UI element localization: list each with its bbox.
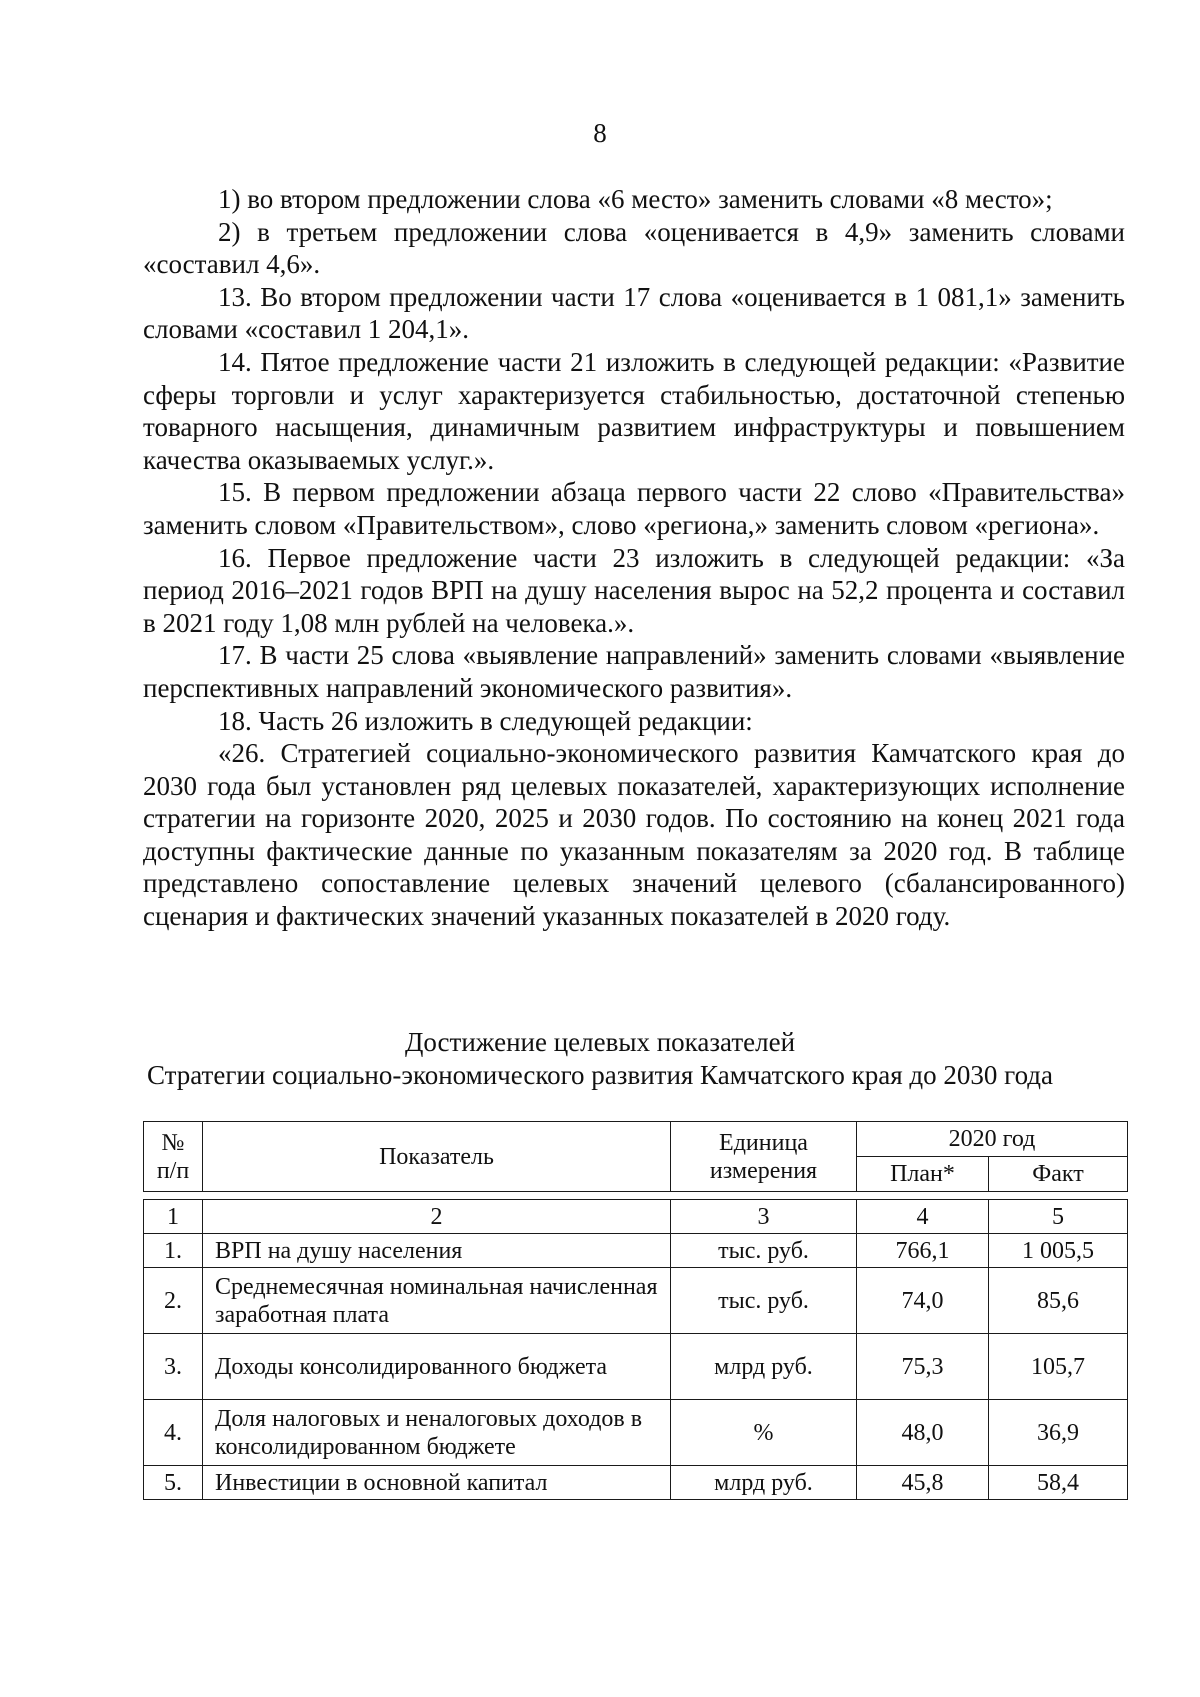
table-title-line-2: Стратегии социально-экономического развития Камчатского края до 2030 года	[146, 1060, 1054, 1090]
table-header	[143, 1121, 1128, 1192]
col-header-indicator: Показатель	[203, 1122, 671, 1192]
row-num: 4.	[144, 1400, 203, 1466]
body-text	[143, 183, 1125, 933]
row-unit: тыс. руб.	[671, 1234, 857, 1268]
row-fact: 1 005,5	[989, 1234, 1128, 1268]
col-header-num: № п/п	[144, 1122, 203, 1192]
row-plan: 766,1	[857, 1234, 989, 1268]
table-row	[144, 1400, 1128, 1466]
row-plan: 74,0	[857, 1268, 989, 1334]
table-title-line-1: Достижение целевых показателей	[404, 1027, 796, 1057]
row-unit: млрд руб.	[671, 1334, 857, 1400]
col-header-plan: План*	[857, 1157, 989, 1192]
paragraph: 13. Во втором предложении части 17 слова «оценивается в 1 081,1» заменить словами «составил 1 204,1».	[143, 281, 1125, 345]
table-row	[144, 1234, 1128, 1268]
table-row	[144, 1268, 1128, 1334]
paragraph: «26. Стратегией социально-экономического развития Камчатского края до 2030 года был установлен ряд целевых показателей, характеризующих исполнение стратегии на горизонте 2020, 2025 и 2030 годов. По состоянию на конец 2021 года доступны фактические данные по указанным показателям за 2020 год. В таблице представлено сопоставление целевых значений целевого (сбалансированного) сценария и фактических значений указанных показателей в 2020 году.	[143, 738, 1125, 932]
col-header-year: 2020 год	[857, 1122, 1128, 1157]
column-number: 4	[857, 1200, 989, 1234]
row-fact: 105,7	[989, 1334, 1128, 1400]
paragraph: 2) в третьем предложении слова «оценивается в 4,9» заменить словами «составил 4,6».	[143, 216, 1125, 280]
table-body	[143, 1199, 1128, 1500]
paragraph: 1) во втором предложении слова «6 место» заменить словами «8 место»;	[218, 184, 1053, 214]
row-indicator: Доля налоговых и неналоговых доходов в консолидированном бюджете	[203, 1400, 671, 1466]
paragraph: 14. Пятое предложение части 21 изложить в следующей редакции: «Развитие сферы торговли и услуг характеризуется стабильностью, достаточной степенью товарного насыщения, динамичным развитием инфраструктуры и повышением качества оказываемых услуг.».	[143, 346, 1125, 475]
page-number: 8	[593, 118, 607, 148]
row-num: 3.	[144, 1334, 203, 1400]
row-indicator: Доходы консолидированного бюджета	[203, 1334, 671, 1400]
row-num: 2.	[144, 1268, 203, 1334]
table-row	[144, 1466, 1128, 1500]
column-number-row	[144, 1200, 1128, 1234]
row-plan: 75,3	[857, 1334, 989, 1400]
column-number: 3	[671, 1200, 857, 1234]
table-row	[144, 1334, 1128, 1400]
row-num: 5.	[144, 1466, 203, 1500]
col-header-unit: Единица измерения	[671, 1122, 857, 1192]
column-number: 5	[989, 1200, 1128, 1234]
paragraph: 18. Часть 26 изложить в следующей редакции:	[218, 705, 753, 736]
row-unit: тыс. руб.	[671, 1268, 857, 1334]
paragraph: 17. В части 25 слова «выявление направлений» заменить словами «выявление перспективных направлений экономического развития».	[143, 640, 1125, 703]
paragraph: 15. В первом предложении абзаца первого части 22 слово «Правительства» заменить словом «Правительством», слово «региона,» заменить словом «региона».	[143, 477, 1125, 540]
row-indicator: Инвестиции в основной капитал	[203, 1466, 671, 1500]
row-plan: 48,0	[857, 1400, 989, 1466]
row-fact: 58,4	[989, 1466, 1128, 1500]
column-number: 2	[203, 1200, 671, 1234]
row-indicator: Среднемесячная номинальная начисленная заработная плата	[203, 1268, 671, 1334]
row-fact: 36,9	[989, 1400, 1128, 1466]
column-number: 1	[144, 1200, 203, 1234]
row-unit: %	[671, 1400, 857, 1466]
row-fact: 85,6	[989, 1268, 1128, 1334]
paragraph: 16. Первое предложение части 23 изложить в следующей редакции: «За период 2016–2021 годов ВРП на душу населения вырос на 52,2 процента и составил в 2021 году 1,08 млн рублей на человека.».	[143, 542, 1125, 638]
row-plan: 45,8	[857, 1466, 989, 1500]
row-indicator: ВРП на душу населения	[203, 1234, 671, 1268]
row-num: 1.	[144, 1234, 203, 1268]
row-unit: млрд руб.	[671, 1466, 857, 1500]
col-header-fact: Факт	[989, 1157, 1128, 1192]
